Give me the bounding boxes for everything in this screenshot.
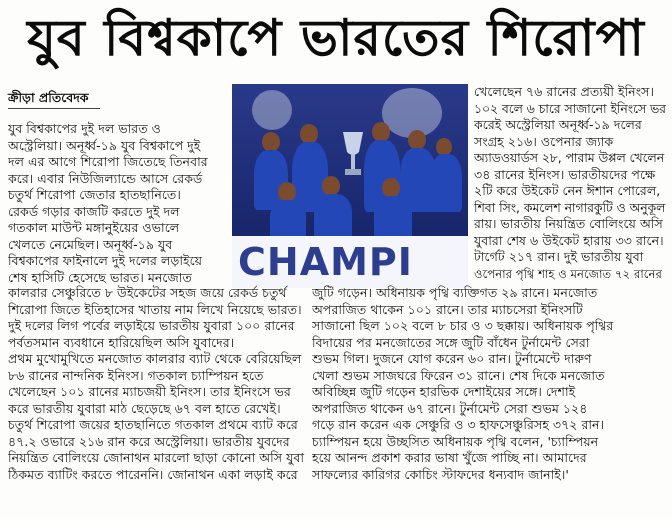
photo-banner-text: CHAMPI (238, 240, 413, 284)
text-line: অপরাজিত থাকেন ১০১ রানে। তার ম্যাচসেরা ইনিংসটি (312, 301, 583, 317)
text-line: শিরোপা জিতে ইতিহাসের খাতায় নাম লিখে নিয়েছে ভারত। (8, 301, 302, 317)
text-line: ৩৪ রানের ইনিংস। ভারতীয়দের পক্ষে (474, 166, 656, 182)
text-line: নিয়ন্ত্রিত বোলিংয়ে জোনাথন মারলো ছাড়া কোনো অসি যুবা (8, 450, 305, 465)
text-line: করে ভারতীয় যুবারা মাঠ ছেড়েছে ৬৭ বল হাতে রেখেই। (8, 400, 281, 416)
text-line: টার্গেট ২১৭ রান। দুই ভারতীয় যুবা (474, 249, 644, 264)
column-right-top (474, 84, 666, 282)
text-line: খেলেছেন ৭৬ রানের প্রত্যয়ী ইনিংস। (474, 84, 654, 99)
text-line: পর্বতসমান ব্যবধানে হারিয়েছিল অসি যুবাদের। (8, 334, 235, 350)
text-line: ৪৭.২ ওভারে ২১৬ রান করে অস্ট্রেলিয়া। ভারতীয় যুবদের (8, 433, 290, 449)
text-line: চতুর্থ শিরোপা জেতার হাতছানিতে। (8, 187, 181, 202)
text-line: রায়। ভারতীয় নিয়ন্ত্রিত বোলিংয়ে অসি (474, 216, 663, 231)
text-line: ওপেনার পৃথ্বি শাহ ও মনজোত ৭২ রানের (474, 266, 662, 281)
text-line: শিবা সিং, কমলেশ নাগারকুটি ও অনুকূল (474, 200, 666, 215)
text-line: দল এর আগে শিরোপা জিতেছে তিনবার (8, 154, 208, 169)
text-line: শেষ হাসিটি হেসেছে ভারত। মনজোত (8, 269, 192, 285)
text-line: কালরার সেঞ্চুরিতে ৮ উইকেটের সহজ জয়ে রেকর্ড চতুর্থ (8, 285, 287, 300)
text-line: অস্ট্রেলিয়া। অনূর্ধ্ব-১৯ যুব বিশ্বকাপে দুই (8, 137, 201, 153)
text-line: সাজানো ছিল ১০২ বলে ৮ চার ও ৩ ছক্কায়। অধিনায়ক পৃথ্বির (312, 318, 614, 333)
headline: যুব বিশ্বকাপে ভারতের শিরোপা (27, 8, 645, 67)
text-line: শুভম গিল। দুজনে যোগ করেন ৬০ রান। টুর্নামেন্টে দারুণ (312, 351, 592, 366)
text-line: করেই অস্ট্রেলিয়া অনূর্ধ্ব-১৯ দলের (474, 117, 642, 132)
text-line: ঠিকমত ব্যাটিং করতে পারেননি। জোনাথন একা লড়াই করে (8, 466, 298, 482)
text-line: গড়ে রান করেন এক সেঞ্চুরি ও ৩ হাফসেঞ্চুরিসহ ৩৭২ রান। (312, 417, 605, 432)
byline-divider (8, 108, 100, 109)
text-line: রেকর্ড গড়ার কাজটি করতে দুই দল (8, 203, 180, 219)
text-line: জুটি গড়েন। অধিনায়ক পৃথ্বি ব্যক্তিগত ২৯ রানে। মনজোত (312, 285, 598, 300)
text-line: সাফল্যের কারিগর কোচিং স্টাফদের ধন্যবাদ জানাই।' (312, 466, 569, 482)
text-line: হয়ে আনন্দ প্রকাশ করার ভাষা খুঁজে পাচ্ছি না। আমাদের (312, 450, 587, 465)
text-line: ২টি করে উইকেট নেন ঈশান পোরেল, (474, 183, 661, 198)
text-line: খেলতে নেমেছিল। অনূর্ধ্ব-১৯ যুব (8, 236, 173, 252)
text-line: খেলা শুভম সাজঘরে ফিরেন ৩১ রানে। শেষ দিকে মনজোত (312, 367, 605, 383)
text-line: চ্যাম্পিয়ন হয়ে উচ্ছসিত অধিনায়ক পৃথ্বি বলেন, 'চ্যাম্পিয়ন (312, 433, 599, 449)
team-celebration-photo (232, 84, 468, 288)
text-line: অবিচ্ছিন্ন জুটি গড়েন হারভিক দেশাইয়ের সঙ্গে। দেশাই (312, 384, 576, 399)
text-line: ১০২ বলে ৬ চারে সাজানো ইনিংসে ভর (474, 101, 666, 116)
text-line: খেলেছেন ১০১ রানের ম্যাচজয়ী ইনিংস। তার ইনিংসে ভর (8, 384, 291, 399)
trophy-icon (340, 128, 366, 188)
text-line: চতুর্থ শিরোপা জয়ের হাতছানিতে গতকাল প্রথমে ব্যাট করে (8, 417, 298, 432)
text-line: করে। এবার নিউজিল্যান্ডে আসে রেকর্ড (8, 170, 203, 186)
text-line: গতকাল মাউন্ট মঙ্গানুইয়ের ওভালে (8, 220, 180, 235)
text-line: সংগ্রহ ২১৬। ওপেনার জ্যাক (474, 133, 614, 149)
text-line: অ্যাডওয়ার্ডস ২৮, পারাম উপ্পল খেলেন (474, 151, 665, 165)
text-line: যুব বিশ্বকাপের দুই দল ভারত ও (8, 121, 161, 136)
text-line: ৮৬ রানের নান্দনিক ইনিংস। গতকাল চ্যাম্পিয়ন হতে (8, 367, 264, 383)
column-bottom-left (8, 285, 308, 483)
text-line: বিদায়ের পর মনজোতের সঙ্গে জুটি বাঁধেন টুর্নামেন্ট সেরা (312, 334, 590, 350)
text-line: বিশ্বকাপের ফাইনালে দুই দলের লড়াইয়ে (8, 253, 203, 268)
column-left-top (8, 121, 226, 286)
text-line: অপরাজিত থাকেন ৬৭ রানে। টুর্নামেন্ট সেরা শুভম ১২৪ (312, 400, 588, 416)
text-line: প্রথম মুখোমুখিতে মনজোত কালরার ব্যাট থেকে বেরিয়েছিল (8, 351, 302, 366)
text-line: দুই দলের লিগ পর্বের লড়াইয়ে ভারতীয় যুবারা ১০০ রানের (8, 318, 295, 333)
text-line: যুবারা শেষ ৬ উইকেট হারায় ৩৩ রানে। (474, 232, 664, 248)
column-bottom-right (312, 285, 666, 483)
byline: ক্রীড়া প্রতিবেদক (8, 90, 89, 105)
